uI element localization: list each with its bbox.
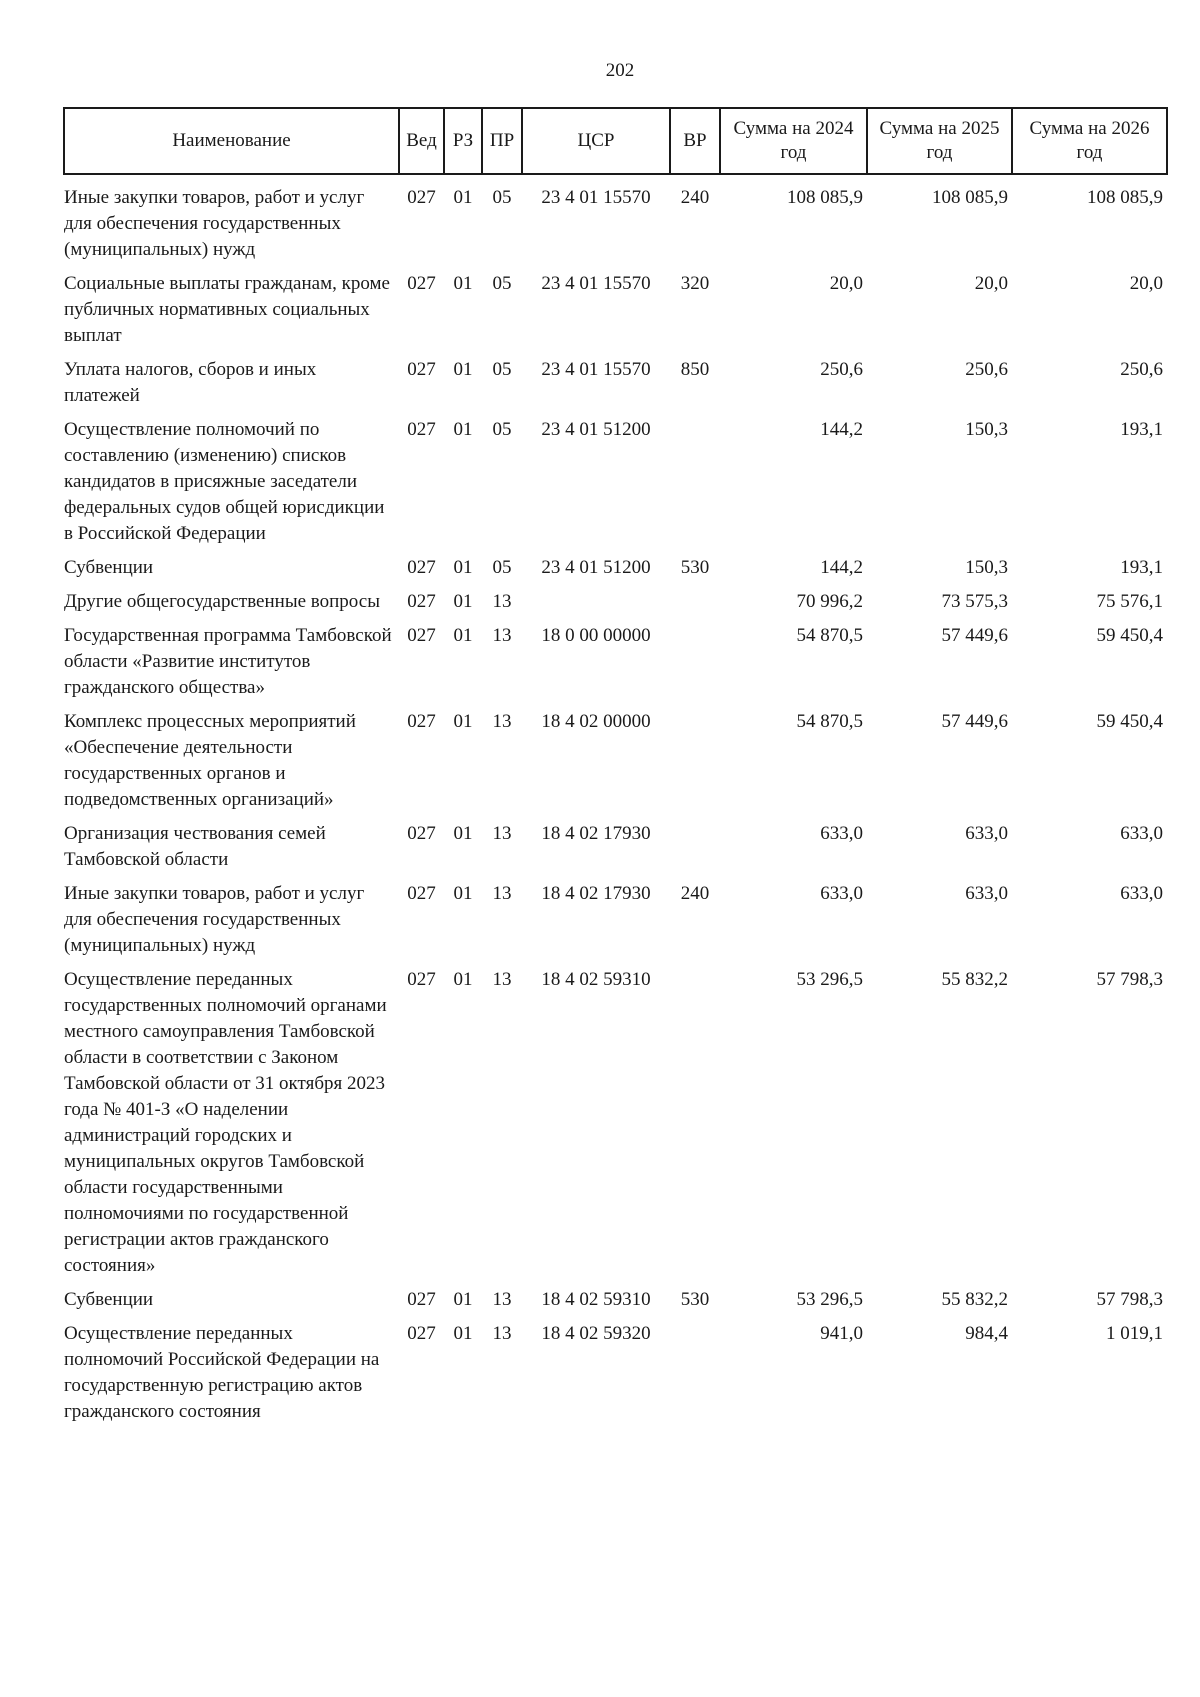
row-name-cell: Уплата налогов, сборов и иных платежей xyxy=(64,359,317,406)
row-vr-cell xyxy=(670,623,720,709)
row-sum-2025-cell: 55 832,2 xyxy=(941,1289,1008,1310)
header-name: Наименование xyxy=(64,108,399,174)
row-name-cell: Осуществление полномочий по составлению (изменению) списков кандидатов в присяжные заседатели федеральных судов общей юрисдикции в Российской Федерации xyxy=(64,419,385,544)
row-pr-cell: 05 xyxy=(492,419,512,440)
row-sum-2025-cell: 250,6 xyxy=(965,359,1008,380)
row-sum-2025-cell: 633,0 xyxy=(965,823,1008,844)
row-vr-cell xyxy=(670,589,720,623)
header-sum-2026: Сумма на 2026 год xyxy=(1012,108,1167,174)
row-sum-2025-cell: 984,4 xyxy=(965,1323,1008,1344)
row-sum-2024-cell: 633,0 xyxy=(820,823,863,844)
row-pr-cell: 05 xyxy=(492,359,512,380)
row-vr-cell: 240 xyxy=(680,883,710,904)
page-number: 202 xyxy=(605,60,635,81)
table-row xyxy=(64,821,1167,881)
table-row xyxy=(64,1321,1167,1433)
row-sum-2026-cell: 57 798,3 xyxy=(1096,1289,1163,1310)
table-body xyxy=(64,174,1167,1433)
row-ved-cell: 027 xyxy=(407,823,436,844)
row-ved-cell: 027 xyxy=(407,969,436,990)
row-rz-cell: 01 xyxy=(453,273,473,294)
row-sum-2025-cell: 73 575,3 xyxy=(941,591,1008,612)
row-sum-2026-cell: 1 019,1 xyxy=(1106,1323,1163,1344)
row-csr-cell: 23 4 01 15570 xyxy=(541,359,651,380)
row-rz-cell: 01 xyxy=(453,419,473,440)
row-sum-2024-cell: 250,6 xyxy=(820,359,863,380)
row-vr-cell: 850 xyxy=(680,359,710,380)
row-name-cell: Осуществление переданных государственных полномочий органами местного самоуправления Тамбовской области в соответствии с Законом Тамбовской области от 31 октября 2023 года № 401-З «О наделении администраций городских и муниципальных округов Тамбовской области государственными полномочиями по государственной регистрации актов гражданского состояния» xyxy=(64,969,387,1276)
row-sum-2026-cell: 108 085,9 xyxy=(1087,187,1163,208)
table-row xyxy=(64,881,1167,967)
row-sum-2024-cell: 53 296,5 xyxy=(796,1289,863,1310)
row-rz-cell: 01 xyxy=(453,557,473,578)
row-ved-cell: 027 xyxy=(407,1323,436,1344)
row-sum-2026-cell: 59 450,4 xyxy=(1096,625,1163,646)
table-row xyxy=(64,967,1167,1287)
header-sum-2025: Сумма на 2025 год xyxy=(867,108,1012,174)
row-rz-cell: 01 xyxy=(453,359,473,380)
table-row xyxy=(64,623,1167,709)
row-rz-cell: 01 xyxy=(453,187,473,208)
row-name-cell: Государственная программа Тамбовской области «Развитие институтов гражданского общества» xyxy=(64,625,392,698)
header-vr: ВР xyxy=(670,108,720,174)
row-pr-cell: 05 xyxy=(492,557,512,578)
row-sum-2026-cell: 57 798,3 xyxy=(1096,969,1163,990)
table-row xyxy=(64,555,1167,589)
table-row xyxy=(64,589,1167,623)
row-rz-cell: 01 xyxy=(453,625,473,646)
row-rz-cell: 01 xyxy=(453,969,473,990)
row-pr-cell: 13 xyxy=(492,711,512,732)
row-vr-cell xyxy=(670,709,720,821)
row-name-cell: Иные закупки товаров, работ и услуг для обеспечения государственных (муниципальных) нужд xyxy=(64,187,365,260)
row-sum-2025-cell: 150,3 xyxy=(965,419,1008,440)
table-row xyxy=(64,174,1167,271)
row-pr-cell: 05 xyxy=(492,273,512,294)
row-sum-2024-cell: 54 870,5 xyxy=(796,625,863,646)
row-ved-cell: 027 xyxy=(407,883,436,904)
row-sum-2026-cell: 193,1 xyxy=(1120,419,1163,440)
row-sum-2025-cell: 108 085,9 xyxy=(932,187,1008,208)
row-ved-cell: 027 xyxy=(407,591,436,612)
row-rz-cell: 01 xyxy=(453,823,473,844)
row-rz-cell: 01 xyxy=(453,711,473,732)
row-csr-cell: 23 4 01 51200 xyxy=(541,557,651,578)
table-row xyxy=(64,1287,1167,1321)
row-name-cell: Осуществление переданных полномочий Российской Федерации на государственную регистрацию актов гражданского состояния xyxy=(64,1323,380,1422)
row-ved-cell: 027 xyxy=(407,625,436,646)
row-sum-2024-cell: 70 996,2 xyxy=(796,591,863,612)
row-name-cell: Социальные выплаты гражданам, кроме публичных нормативных социальных выплат xyxy=(64,273,390,346)
header-ved: Вед xyxy=(399,108,444,174)
row-sum-2024-cell: 108 085,9 xyxy=(787,187,863,208)
row-csr-cell: 18 4 02 17930 xyxy=(541,883,651,904)
row-ved-cell: 027 xyxy=(407,419,436,440)
row-sum-2024-cell: 144,2 xyxy=(820,419,863,440)
row-sum-2025-cell: 57 449,6 xyxy=(941,711,1008,732)
row-rz-cell: 01 xyxy=(453,1323,473,1344)
row-csr-cell: 23 4 01 15570 xyxy=(541,273,651,294)
row-csr-cell: 18 4 02 59310 xyxy=(541,969,651,990)
row-pr-cell: 13 xyxy=(492,1323,512,1344)
row-ved-cell: 027 xyxy=(407,187,436,208)
row-pr-cell: 13 xyxy=(492,625,512,646)
row-ved-cell: 027 xyxy=(407,359,436,380)
row-name-cell: Субвенции xyxy=(64,1289,154,1310)
row-csr-cell xyxy=(522,589,670,623)
row-name-cell: Комплекс процессных мероприятий «Обеспечение деятельности государственных органов и подведомственных организаций» xyxy=(64,711,356,810)
row-sum-2024-cell: 53 296,5 xyxy=(796,969,863,990)
row-ved-cell: 027 xyxy=(407,273,436,294)
row-vr-cell: 240 xyxy=(680,187,710,208)
row-vr-cell xyxy=(670,967,720,1287)
row-sum-2026-cell: 75 576,1 xyxy=(1096,591,1163,612)
row-sum-2024-cell: 54 870,5 xyxy=(796,711,863,732)
row-vr-cell: 320 xyxy=(680,273,710,294)
row-sum-2026-cell: 20,0 xyxy=(1129,273,1163,294)
table-header xyxy=(64,108,1167,174)
row-sum-2024-cell: 20,0 xyxy=(829,273,863,294)
row-rz-cell: 01 xyxy=(453,591,473,612)
row-pr-cell: 13 xyxy=(492,883,512,904)
row-csr-cell: 18 0 00 00000 xyxy=(541,625,651,646)
row-csr-cell: 23 4 01 51200 xyxy=(541,419,651,440)
row-csr-cell: 23 4 01 15570 xyxy=(541,187,651,208)
row-name-cell: Иные закупки товаров, работ и услуг для обеспечения государственных (муниципальных) нужд xyxy=(64,883,365,956)
row-ved-cell: 027 xyxy=(407,711,436,732)
row-csr-cell: 18 4 02 59320 xyxy=(541,1323,651,1344)
row-vr-cell xyxy=(670,1321,720,1433)
row-sum-2024-cell: 144,2 xyxy=(820,557,863,578)
row-rz-cell: 01 xyxy=(453,1289,473,1310)
row-sum-2026-cell: 59 450,4 xyxy=(1096,711,1163,732)
table-row xyxy=(64,417,1167,555)
row-ved-cell: 027 xyxy=(407,1289,436,1310)
row-csr-cell: 18 4 02 59310 xyxy=(541,1289,651,1310)
table-row xyxy=(64,709,1167,821)
row-vr-cell: 530 xyxy=(680,557,710,578)
row-sum-2026-cell: 633,0 xyxy=(1120,823,1163,844)
row-sum-2026-cell: 193,1 xyxy=(1120,557,1163,578)
row-name-cell: Субвенции xyxy=(64,557,154,578)
header-sum-2024: Сумма на 2024 год xyxy=(720,108,867,174)
row-rz-cell: 01 xyxy=(453,883,473,904)
row-sum-2026-cell: 250,6 xyxy=(1120,359,1163,380)
table-row xyxy=(64,357,1167,417)
row-ved-cell: 027 xyxy=(407,557,436,578)
row-sum-2024-cell: 941,0 xyxy=(820,1323,863,1344)
row-sum-2025-cell: 633,0 xyxy=(965,883,1008,904)
row-name-cell: Организация чествования семей Тамбовской области xyxy=(64,823,326,870)
row-csr-cell: 18 4 02 17930 xyxy=(541,823,651,844)
row-sum-2026-cell: 633,0 xyxy=(1120,883,1163,904)
header-csr: ЦСР xyxy=(522,108,670,174)
budget-table xyxy=(63,107,1168,1433)
row-name-cell: Другие общегосударственные вопросы xyxy=(64,591,380,612)
row-sum-2024-cell: 633,0 xyxy=(820,883,863,904)
table-row xyxy=(64,271,1167,357)
row-pr-cell: 05 xyxy=(492,187,512,208)
row-sum-2025-cell: 55 832,2 xyxy=(941,969,1008,990)
row-vr-cell xyxy=(670,417,720,555)
row-vr-cell: 530 xyxy=(680,1289,710,1310)
row-csr-cell: 18 4 02 00000 xyxy=(541,711,651,732)
header-pr: ПР xyxy=(482,108,522,174)
row-pr-cell: 13 xyxy=(492,1289,512,1310)
row-sum-2025-cell: 57 449,6 xyxy=(941,625,1008,646)
row-pr-cell: 13 xyxy=(492,969,512,990)
row-pr-cell: 13 xyxy=(492,591,512,612)
row-pr-cell: 13 xyxy=(492,823,512,844)
header-rz: РЗ xyxy=(444,108,482,174)
row-sum-2025-cell: 20,0 xyxy=(974,273,1008,294)
row-vr-cell xyxy=(670,821,720,881)
row-sum-2025-cell: 150,3 xyxy=(965,557,1008,578)
